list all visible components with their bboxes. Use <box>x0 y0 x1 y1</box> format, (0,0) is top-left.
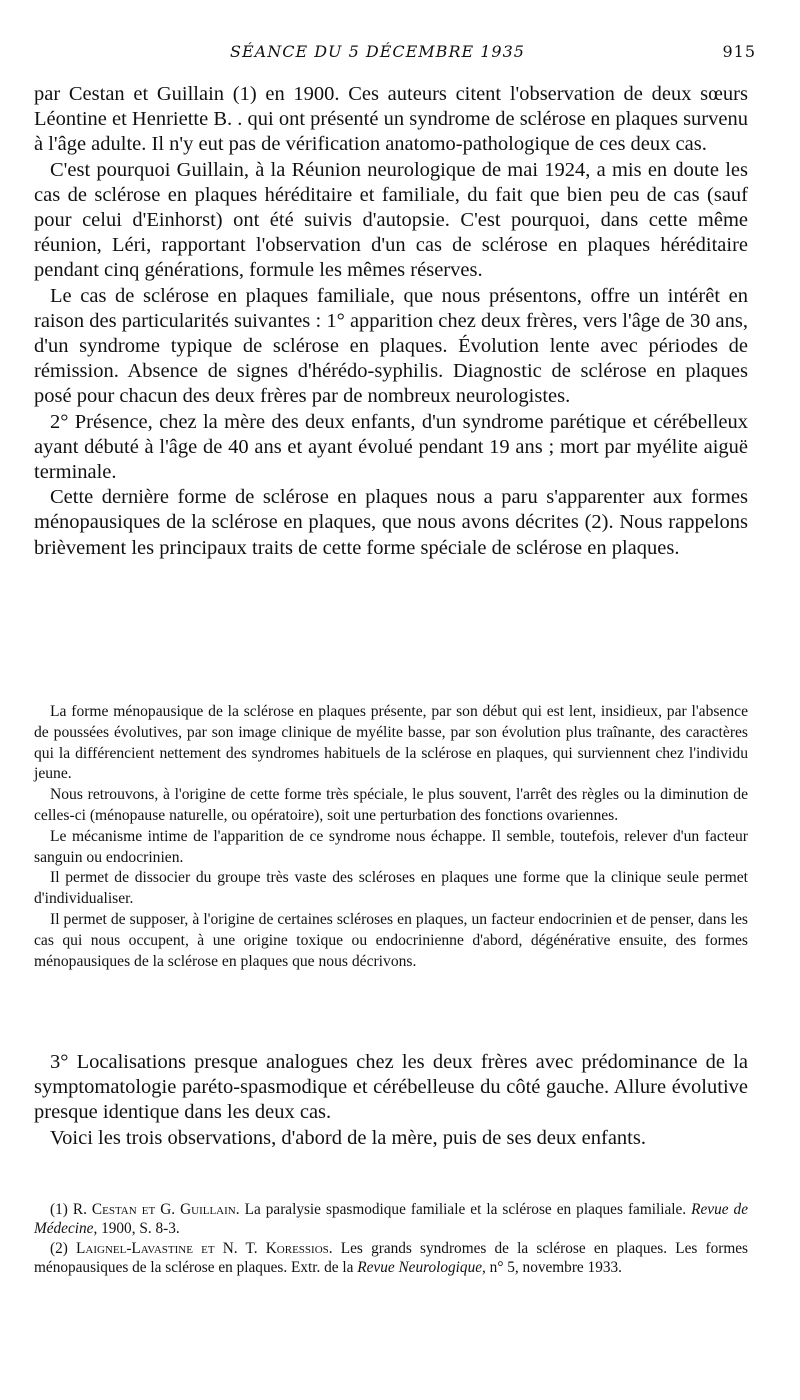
paragraph: Le cas de sclérose en plaques familiale, que nous présentons, offre un intérêt en raison des particularités suivantes : 1° apparition chez deux frères, vers l'âge de 30 ans, d'un syndrome typique de sclérose en plaques. Évolution lente avec périodes de rémission. Absence de signes d'hérédo-syphilis. Diagnostic de sclérose en plaques posé pour chacun des deux frères par de nombreux neurologistes. <box>34 284 748 408</box>
small-paragraph: Nous retrouvons, à l'origine de cette forme très spéciale, le plus souvent, l'arrêt des règles ou la diminution de celles-ci (ménopause naturelle, ou opératoire), soit une perturbation des fonctions ovariennes. <box>34 786 748 824</box>
footnote-marker: (1) <box>50 1201 68 1218</box>
footnote-text: Les grands syndromes de la sclérose en plaques. Les formes ménopausiques de la sclérose en plaques. Extr. de la <box>34 1239 748 1276</box>
paragraph: C'est pourquoi Guillain, à la Réunion neurologique de mai 1924, a mis en doute les cas de sclérose en plaques héréditaire et familiale, du fait que bien peu de cas (sauf pour celui d'Einhorst) ont été suivis d'autopsie. C'est pourquoi, dans cette même réunion, Léri, rapportant l'observation d'un cas de sclérose en plaques héréditaire pendant cinq générations, formule les mêmes réserves. <box>34 158 748 282</box>
footnote-details: , 1900, S. 8-3. <box>93 1220 180 1238</box>
paragraph: 3° Localisations presque analogues chez les deux frères avec prédominance de la symptomatologie paréto-spasmodique et cérébelleuse du côté gauche. Allure évolutive presque identique dans les deux cas. <box>34 1051 748 1124</box>
footnote-journal: Revue de Médecine <box>34 1201 748 1238</box>
main-text-continued <box>34 1050 748 1151</box>
footnote-text: La paralysie spasmodique familiale et la sclérose en plaques familiale. <box>244 1201 687 1218</box>
footnotes <box>34 1200 748 1277</box>
small-print-section <box>34 702 748 972</box>
small-paragraph: La forme ménopausique de la sclérose en plaques présente, par son début qui est lent, insidieux, par l'absence de poussées évolutives, par son image clinique de myélite basse, par son évolution plus traînante, des caractères qui la différencient nettement des syndromes habituels de la sclérose en plaques, qui surviennent chez l'individu jeune. <box>34 703 748 783</box>
footnote-journal: Revue Neurologique <box>357 1258 483 1276</box>
running-title: SÉANCE DU 5 DÉCEMBRE 1935 <box>230 42 525 61</box>
page-number: 915 <box>722 42 756 61</box>
footnote <box>34 1239 748 1278</box>
small-paragraph: Il permet de supposer, à l'origine de certaines scléroses en plaques, un facteur endocrinien et de penser, dans les cas qui nous occupent, à une origine toxique ou endocrinienne d'abord, dégénérative ensuite, des formes ménopausiques de la sclérose en plaques que nous décrivons. <box>34 910 748 970</box>
footnote-authors: Laignel-Lavastine et N. T. Koressios. <box>76 1239 333 1257</box>
paragraph: par Cestan et Guillain (1) en 1900. Ces auteurs citent l'observation de deux sœurs Léontine et Henriette B. . qui ont présenté un syndrome de sclérose en plaques survenu à l'âge adulte. Il n'y eut pas de vérification anatomo-pathologique de ces deux cas. <box>34 83 748 156</box>
footnote-authors: R. Cestan et G. Guillain. <box>72 1201 240 1218</box>
small-paragraph: Il permet de dissocier du groupe très vaste des scléroses en plaques une forme que la clinique seule permet d'individualiser. <box>34 869 748 908</box>
footnote-marker: (2) <box>50 1239 68 1257</box>
page-header <box>40 42 760 70</box>
main-text <box>34 82 748 561</box>
footnote-details: , n° 5, novembre 1933. <box>482 1258 622 1276</box>
paragraph: Cette dernière forme de sclérose en plaques nous a paru s'apparenter aux formes ménopausiques de la sclérose en plaques, que nous avons décrites (2). Nous rappelons brièvement les principaux traits de cette forme spéciale de sclérose en plaques. <box>34 486 748 559</box>
small-paragraph: Le mécanisme intime de l'apparition de ce syndrome nous échappe. Il semble, toutefois, relever d'un facteur sanguin ou endocrinien. <box>34 827 748 866</box>
footnote <box>34 1200 748 1239</box>
paragraph: 2° Présence, chez la mère des deux enfants, d'un syndrome parétique et cérébelleux ayant débuté à l'âge de 40 ans et ayant évolué pendant 19 ans ; mort par myélite aiguë terminale. <box>34 410 748 484</box>
paragraph: Voici les trois observations, d'abord de la mère, puis de ses deux enfants. <box>50 1126 646 1149</box>
